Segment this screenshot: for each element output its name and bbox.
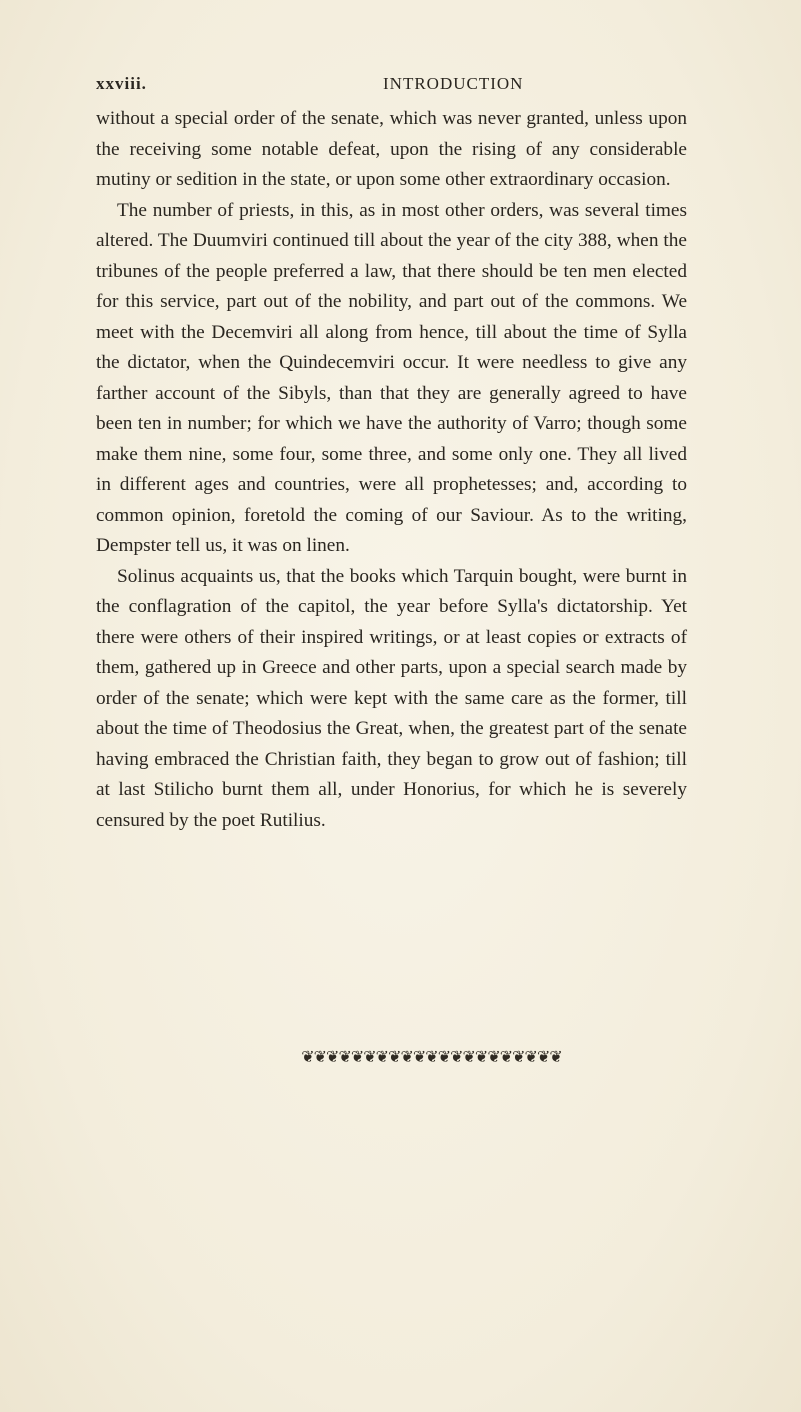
body-text: [96, 104, 687, 836]
paragraph-solinus: Solinus acquaints us, that the books which Tarquin bought, were burnt in the conflagration of the capitol, the year before Sylla's dictatorship. Yet there were others of their inspired writings, or at least copies or extracts of them, gathered up in Greece and other parts, upon a special search made by order of the senate; which were kept with the same care as the former, till about the time of Theodosius the Great, when, the greatest part of the senate having embraced the Christian faith, they began to grow out of fashion; till at last Stilicho burnt them all, under Honorius, for which he is severely censured by the poet Rutilius.: [96, 565, 687, 831]
page-number: xxviii.: [96, 74, 147, 93]
page-header: [96, 74, 686, 98]
tailpiece-ornament: ❦❦❦❦❦❦❦❦❦❦❦❦❦❦❦❦❦❦❦❦❦: [301, 1049, 562, 1066]
paragraph-continued: without a special order of the senate, which was never granted, unless upon the receiving some notable defeat, upon the rising of any considerable mutiny or sedition in the state, or upon some other extraordinary occasion.: [96, 108, 687, 190]
running-title: INTRODUCTION: [383, 74, 524, 93]
paragraph-priests: The number of priests, in this, as in most other orders, was several times altered. The Duumviri continued till about the year of the city 388, when the tribunes of the people preferred a law, that there should be ten men elected for this service, part out of the nobility, and part out of the commons. We meet with the Decemviri all along from hence, till about the time of Sylla the dictator, when the Quindecemviri occur. It were needless to give any farther account of the Sibyls, than that they are generally agreed to have been ten in number; for which we have the authority of Varro; though some make them nine, some four, some three, and some only one. They all lived in different ages and countries, were all prophetesses; and, according to common opinion, foretold the coming of our Saviour. As to the writing, Dempster tell us, it was on linen.: [96, 199, 687, 556]
